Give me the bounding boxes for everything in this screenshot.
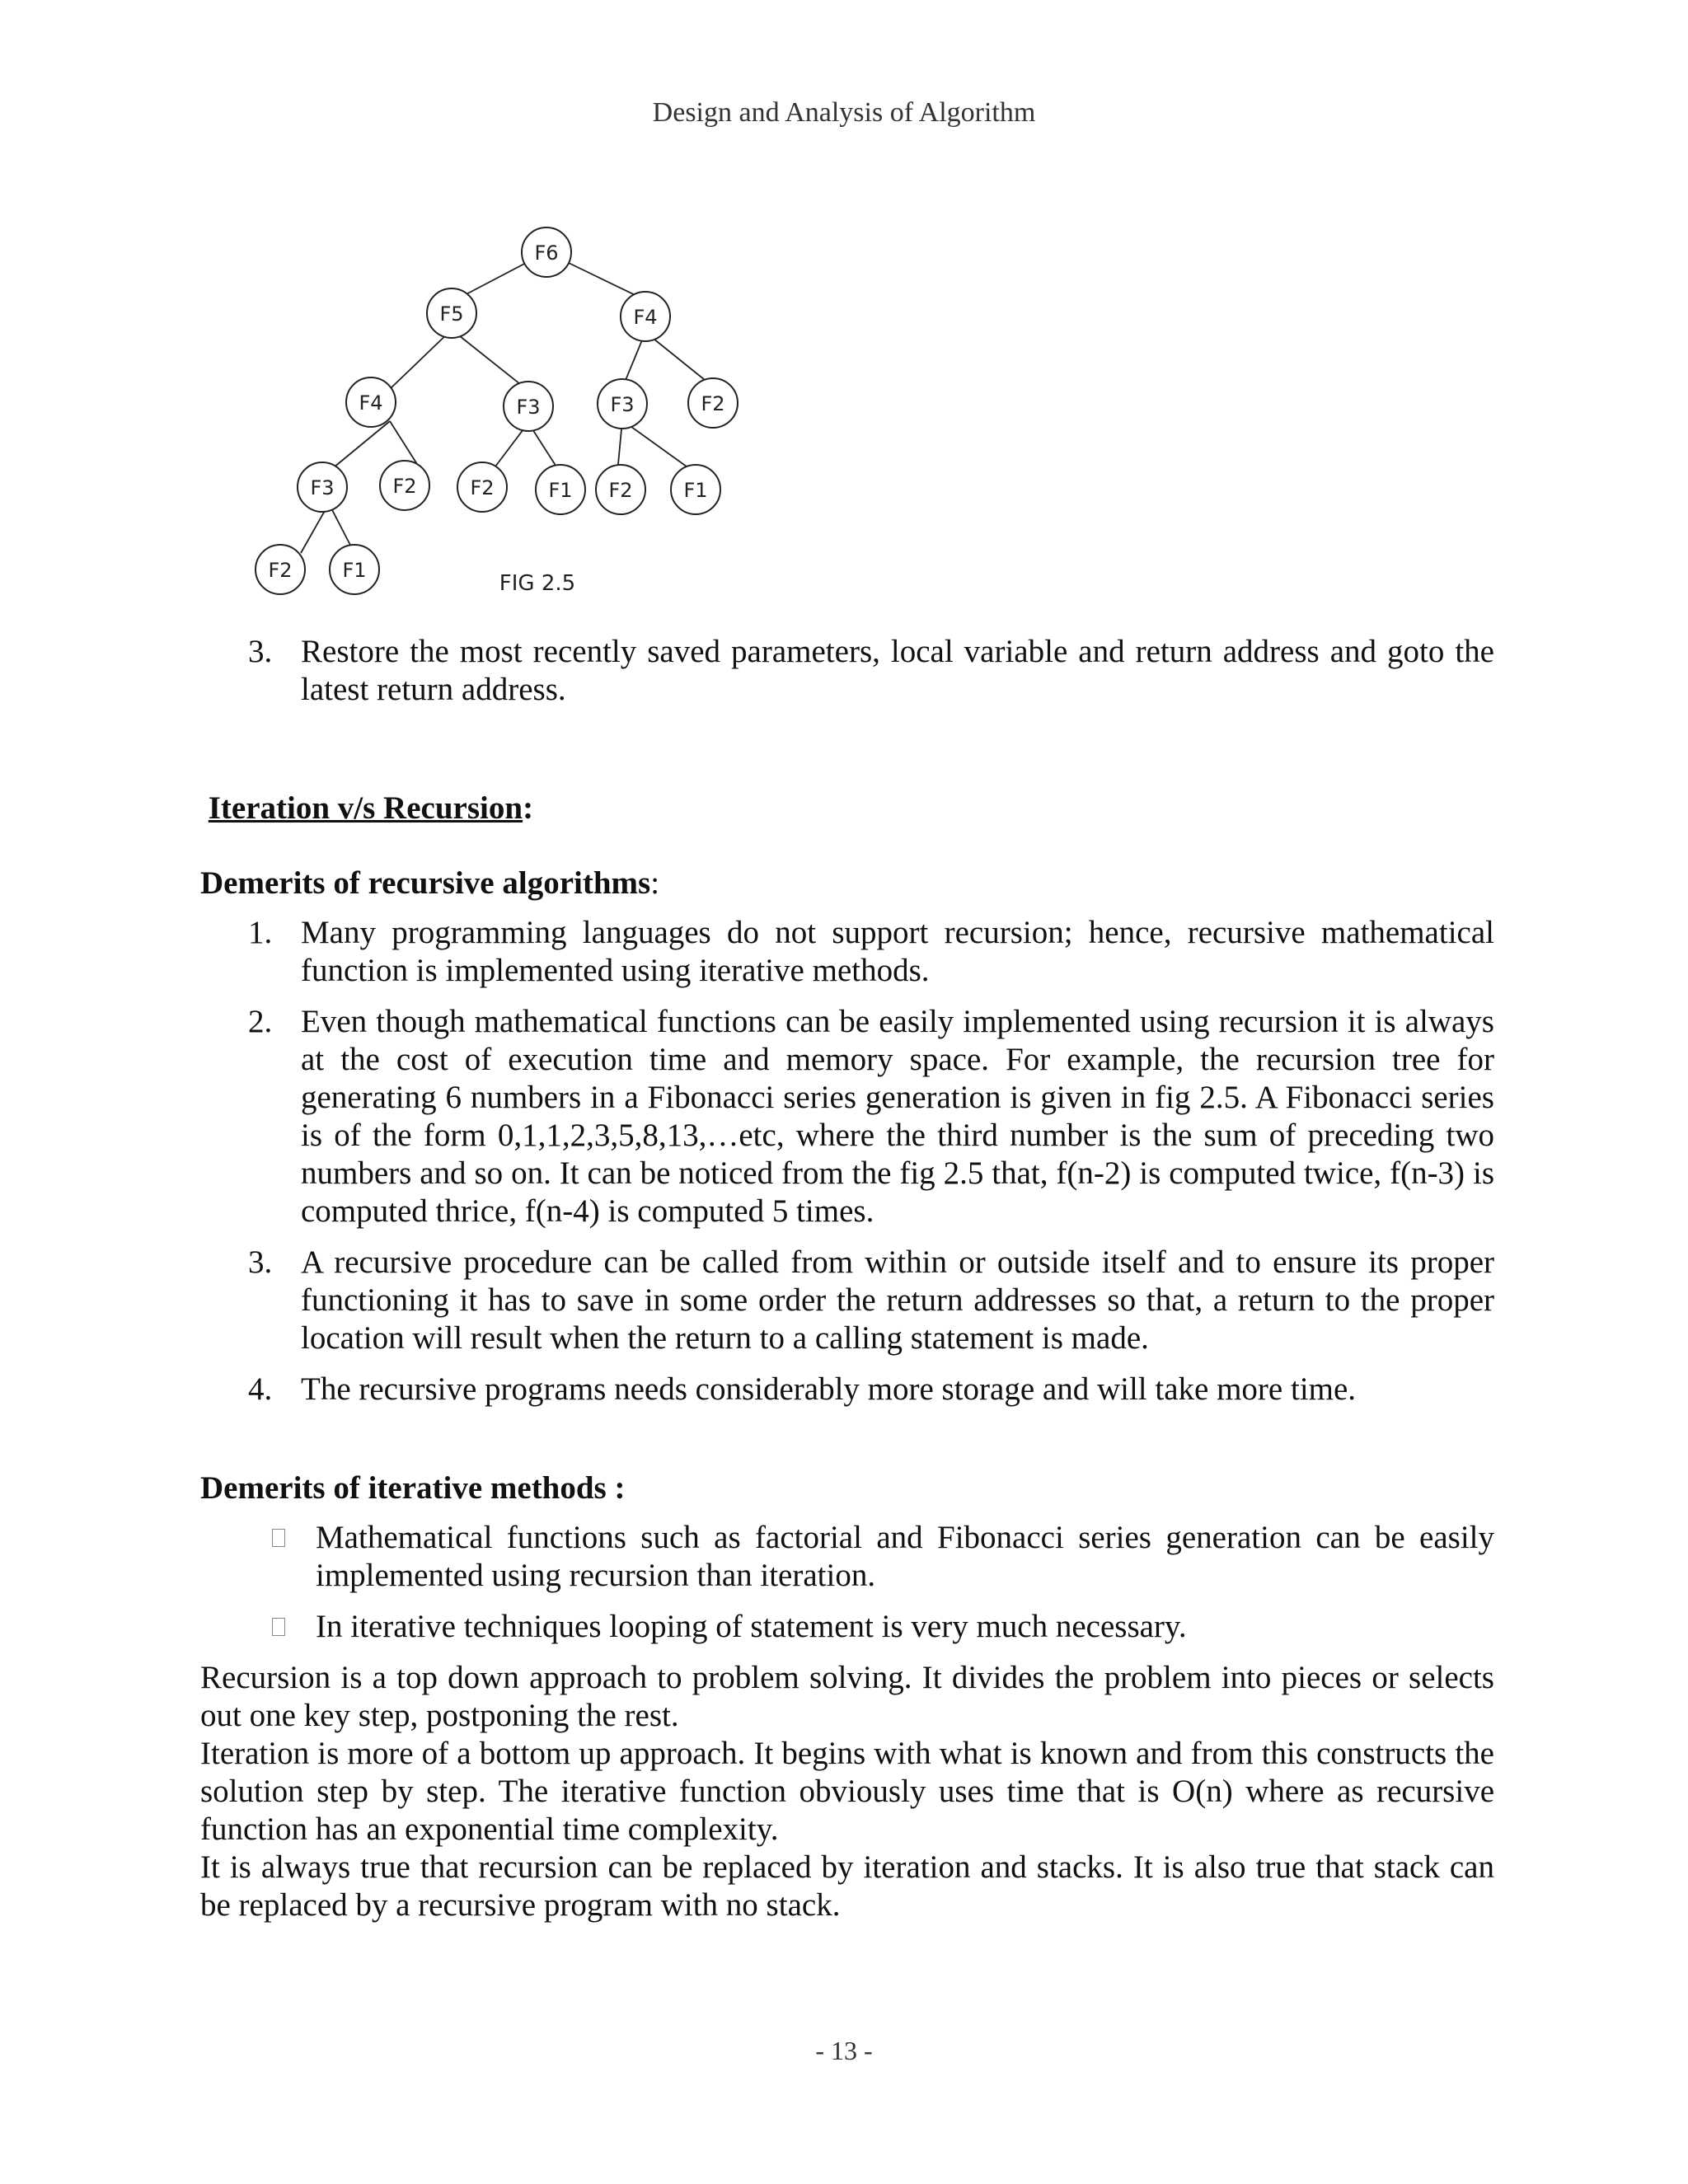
recursive-demerits-list [200,914,1494,1408]
tree-node: F2 [268,559,293,582]
tree-node: F4 [633,306,658,329]
tree-node: F1 [683,479,708,502]
list-item: 4. The recursive programs needs considerably more storage and will take more time. [248,1371,1357,1407]
page-number: - 13 - [815,2036,873,2065]
list-item: 1. Many programming languages do not support recursion; hence, recursive mathematical function is implemented using iterative methods. [248,915,1494,988]
iterative-demerits-heading: Demerits of iterative methods : [200,1470,626,1506]
fibonacci-recursion-tree [239,190,783,610]
paragraph: Recursion is a top down approach to problem solving. It divides the problem into pieces or selects out one key step, postponing the rest. [200,1660,1494,1733]
list-item: 3. Restore the most recently saved parameters, local variable and return address and goto the latest return address. [248,634,1494,707]
bullet-box-icon [272,1529,285,1547]
page-body [200,633,1494,1924]
tree-node: F2 [470,476,495,499]
bullet-box-icon [272,1618,285,1636]
page-header: Design and Analysis of Algorithm [652,97,1036,128]
figure-caption: FIG 2.5 [499,571,576,596]
tree-node: F6 [534,241,559,265]
tree-node: F4 [359,391,383,415]
paragraph: It is always true that recursion can be replaced by iteration and stacks. It is also true that stack can be replaced by a recursive program with no stack. [200,1849,1494,1923]
tree-node: F3 [610,393,635,416]
tree-node: F5 [439,302,464,326]
tree-node: F1 [342,559,367,582]
restore-step-list [200,633,1494,709]
tree-node: F2 [608,479,633,502]
tree-node: F1 [548,479,573,502]
paragraph: Iteration is more of a bottom up approach. It begins with what is known and from this constructs the solution step by step. The iterative function obviously uses time that is O(n) where as recursive function has an exponential time complexity. [200,1736,1494,1847]
recursive-demerits-heading: Demerits of recursive algorithms: [200,865,660,901]
list-item: 3. A recursive procedure can be called from within or outside itself and to ensure its proper functioning it has to save in some order the return addresses so that, a return to the proper location will result when the return to a calling statement is made. [248,1244,1494,1356]
tree-node: F3 [516,396,541,419]
tree-node: F2 [392,475,417,498]
list-item: In iterative techniques looping of statement is very much necessary. [200,1608,1494,1646]
list-item: 2. Even though mathematical functions can be easily implemented using recursion it is always at the cost of execution time and memory space. For example, the recursion tree for generating 6 numbers in a Fibonacci series generation is given in fig 2.5. A Fibonacci series is of the form 0,1,1,2,3,5,8,13,…etc, where the third number is the sum of preceding two numbers and so on. It can be noticed from the fig 2.5 that, f(n-2) is computed twice, f(n-3) is computed thrice, f(n-4) is computed 5 times. [248,1004,1494,1229]
list-item: Mathematical functions such as factorial and Fibonacci series generation can be easily implemented using recursion than iteration. [200,1519,1494,1595]
section-title: Iteration v/s Recursion: [208,790,534,826]
tree-node: F3 [310,476,335,499]
tree-node: F2 [701,392,725,415]
iterative-demerits-list [200,1519,1494,1646]
